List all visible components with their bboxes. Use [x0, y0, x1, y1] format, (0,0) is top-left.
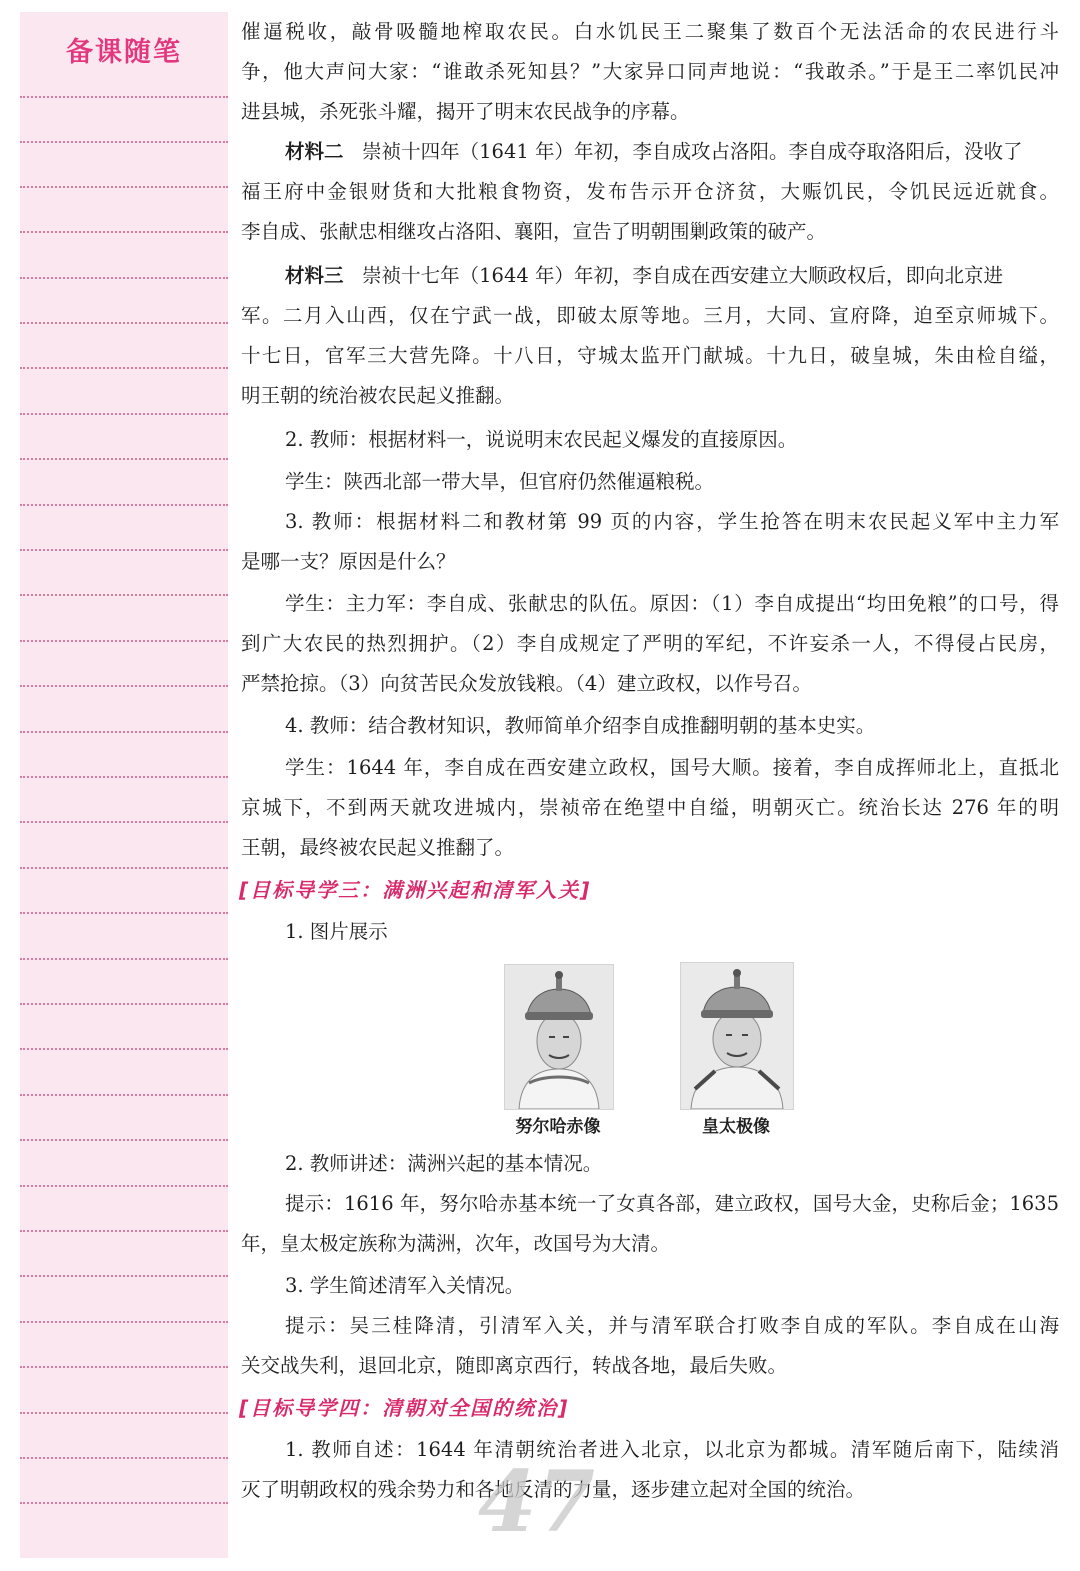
paragraph-line: 2. 教师：根据材料一，说说明末农民起义爆发的直接原因。 — [285, 428, 798, 451]
note-line — [20, 867, 228, 869]
paragraph-line: 提示：吴三桂降清，引清军入关，并与清军联合打败李自成的军队。李自成在山海 — [285, 1314, 1059, 1337]
note-line — [20, 1139, 228, 1141]
material-two-text: 崇祯十四年（1641 年）年初，李自成攻占洛阳。李自成夺取洛阳后，没收了 — [362, 140, 1023, 163]
paragraph-line — [285, 256, 1059, 296]
paragraph-line: 福王府中金银财货和大批粮食物资，发布告示开仓济贫，大赈饥民，令饥民远近就食。 — [241, 180, 1059, 203]
note-line — [20, 685, 228, 687]
note-line — [20, 1275, 228, 1277]
paragraph-line: 学生：陕西北部一带大旱，但官府仍然催逼粮税。 — [285, 470, 715, 493]
page-number: 47 — [478, 1452, 595, 1551]
material-three-text: 崇祯十七年（1644 年）年初，李自成在西安建立大顺政权后，即向北京进 — [362, 264, 1003, 287]
paragraph-line: 学生：主力军：李自成、张献忠的队伍。原因：（1）李自成提出“均田免粮”的口号，得 — [285, 592, 1059, 615]
paragraph-line: 军。二月入山西，仅在宁武一战，即破太原等地。三月，大同、宣府降，迫至京师城下。 — [241, 304, 1059, 327]
nurhaci-caption: 努尔哈赤像 — [515, 1117, 601, 1137]
note-line — [20, 594, 228, 596]
note-line — [20, 277, 228, 279]
note-line — [20, 1321, 228, 1323]
note-line — [20, 141, 228, 143]
paragraph-line: 进县城，杀死张斗耀，揭开了明末农民战争的序幕。 — [241, 100, 690, 123]
paragraph-line: 提示：1616 年，努尔哈赤基本统一了女真各部，建立政权，国号大金，史称后金；1635 — [285, 1192, 1059, 1215]
paragraph-line: 学生：1644 年，李自成在西安建立政权，国号大顺。接着，李自成挥师北上，直抵北 — [285, 756, 1059, 779]
hong-taiji-caption: 皇太极像 — [702, 1117, 770, 1137]
note-line — [20, 1457, 228, 1459]
paragraph-line: 十七日，官军三大营先降。十八日，守城太监开门献城。十九日，破皇城，朱由检自缢， — [241, 344, 1059, 367]
paragraph-line: 严禁抢掠。（3）向贫苦民众发放钱粮。（4）建立政权，以作号召。 — [241, 672, 812, 695]
paragraph-line: 2. 教师讲述：满洲兴起的基本情况。 — [285, 1152, 603, 1175]
hong-taiji-portrait-icon — [681, 963, 793, 1109]
note-line — [20, 413, 228, 415]
paragraph-line: 京城下，不到两天就攻进城内，崇祯帝在绝望中自缢，明朝灭亡。统治长达 276 年的明 — [241, 796, 1059, 819]
note-line — [20, 458, 228, 460]
note-line — [20, 231, 228, 233]
note-line — [20, 549, 228, 551]
paragraph-line — [285, 132, 1059, 172]
paragraph-line: 1. 图片展示 — [285, 920, 388, 943]
note-line — [20, 731, 228, 733]
paragraph-line: 是哪一支？原因是什么？ — [241, 550, 456, 573]
note-line — [20, 958, 228, 960]
note-line — [20, 1412, 228, 1414]
nurhaci-portrait-icon — [505, 965, 613, 1109]
material-three-label: 材料三 — [285, 264, 344, 287]
paragraph-line: 催逼税收，敲骨吸髓地榨取农民。白水饥民王二聚集了数百个无法活命的农民进行斗 — [241, 20, 1059, 43]
note-line — [20, 640, 228, 642]
paragraph-line: 3. 学生简述清军入关情况。 — [285, 1274, 525, 1297]
note-line — [20, 1230, 228, 1232]
paragraph-line: 灭了明朝政权的残余势力和各地反清的力量，逐步建立起对全国的统治。 — [241, 1478, 866, 1501]
note-line — [20, 1185, 228, 1187]
notes-sidebar-title: 备课随笔 — [66, 37, 182, 68]
material-two-label: 材料二 — [285, 140, 344, 163]
note-line — [20, 367, 228, 369]
paragraph-line: 争，他大声问大家：“谁敢杀死知县？”大家异口同声地说：“我敢杀。”于是王二率饥民冲 — [241, 60, 1059, 83]
paragraph-line: 李自成、张献忠相继攻占洛阳、襄阳，宣告了明朝围剿政策的破产。 — [241, 220, 827, 243]
paragraph-line: 年，皇太极定族称为满洲，次年，改国号为大清。 — [241, 1232, 671, 1255]
section-heading-three: [目标导学三：满洲兴起和清军入关] — [239, 878, 592, 902]
paragraph-line: 关交战失利，退回北京，随即离京西行，转战各地，最后失败。 — [241, 1354, 788, 1377]
paragraph-line: 明王朝的统治被农民起义推翻。 — [241, 384, 515, 407]
note-line — [20, 1094, 228, 1096]
paragraph-line: 3. 教师：根据材料二和教材第 99 页的内容，学生抢答在明末农民起义军中主力军 — [285, 510, 1059, 533]
paragraph-line: 4. 教师：结合教材知识，教师简单介绍李自成推翻明朝的基本史实。 — [285, 714, 876, 737]
note-line — [20, 504, 228, 506]
note-line — [20, 776, 228, 778]
note-line — [20, 912, 228, 914]
section-heading-four: [目标导学四：清朝对全国的统治] — [239, 1396, 570, 1420]
paragraph-line: 1. 教师自述：1644 年清朝统治者进入北京，以北京为都城。清军随后南下，陆续消 — [285, 1438, 1059, 1461]
note-line — [20, 1502, 228, 1504]
note-line — [20, 186, 228, 188]
note-line — [20, 1003, 228, 1005]
note-line — [20, 821, 228, 823]
paragraph-line: 到广大农民的热烈拥护。（2）李自成规定了严明的军纪，不许妄杀一人，不得侵占民房， — [241, 632, 1059, 655]
paragraph-line: 王朝，最终被农民起义推翻了。 — [241, 836, 515, 859]
note-line — [20, 1048, 228, 1050]
nurhaci-portrait — [504, 964, 614, 1110]
hong-taiji-portrait — [680, 962, 794, 1110]
notes-sidebar — [20, 12, 228, 1558]
note-line — [20, 322, 228, 324]
note-line — [20, 1366, 228, 1368]
note-line — [20, 96, 228, 98]
